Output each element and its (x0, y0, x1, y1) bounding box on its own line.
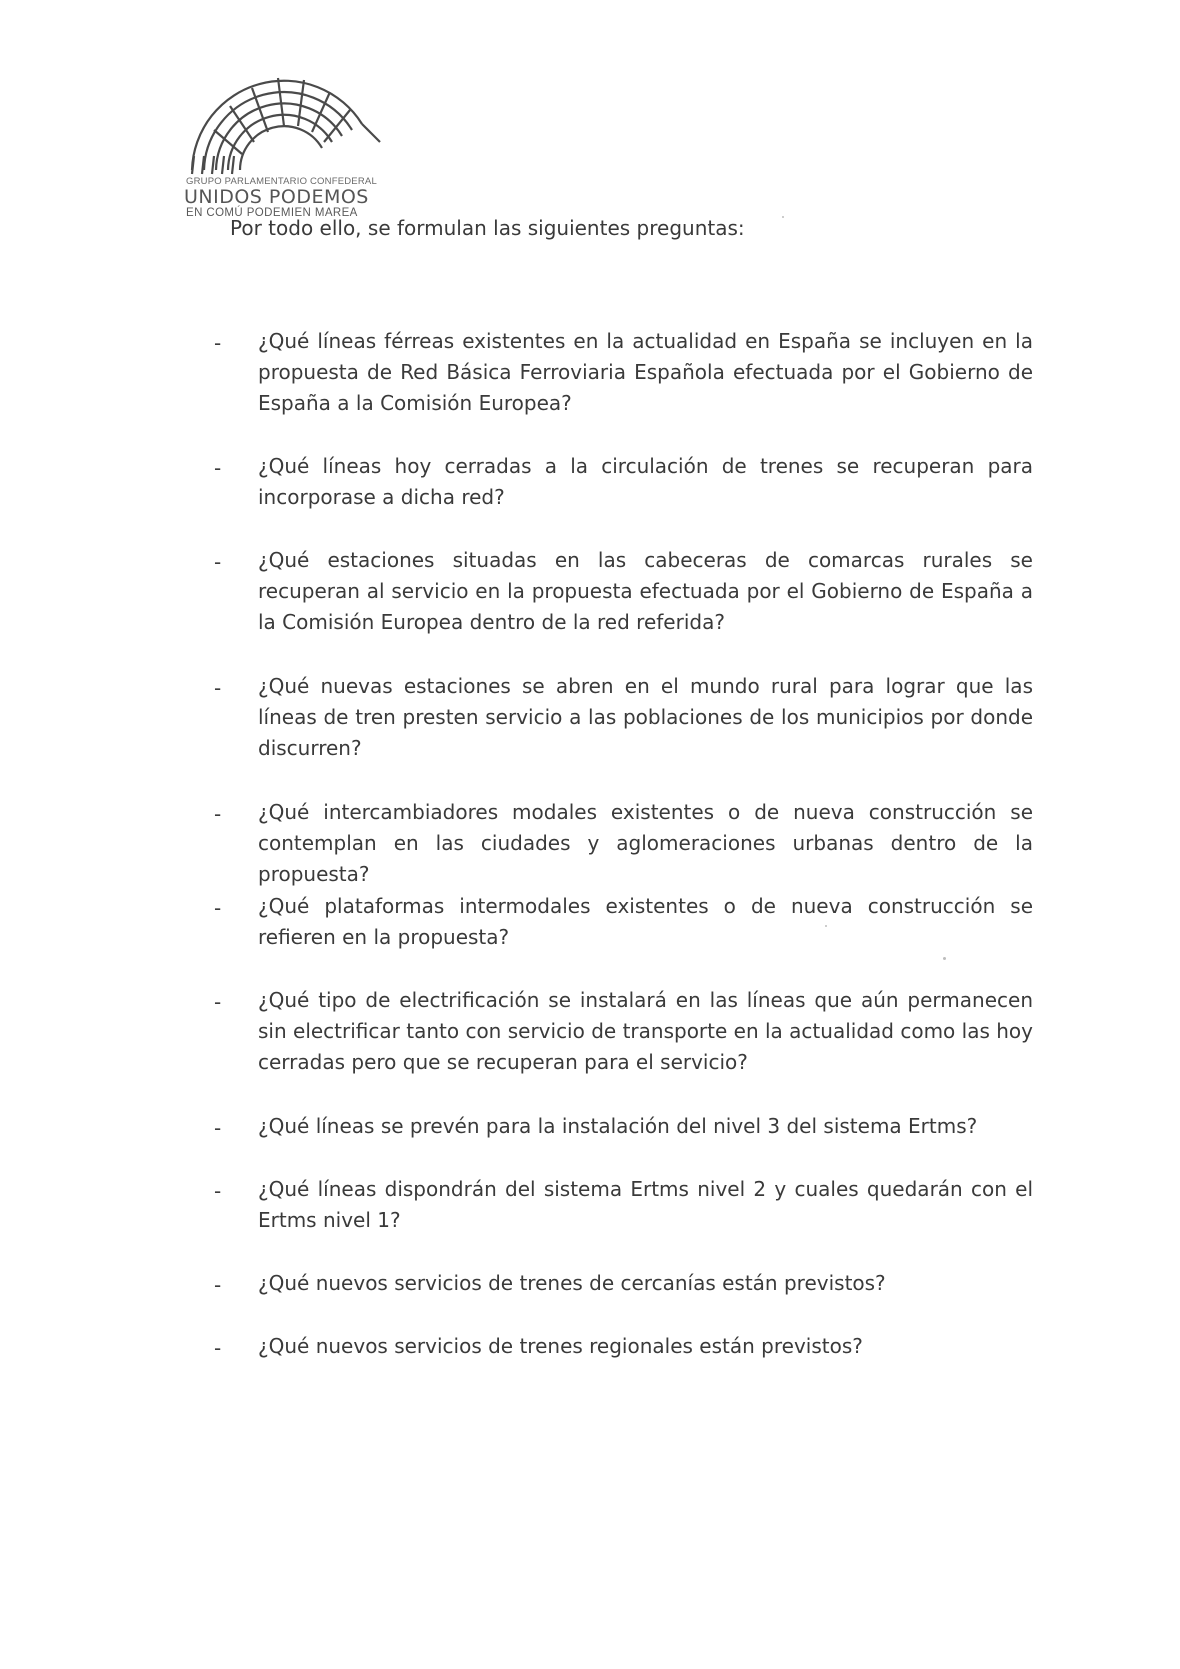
bullet-dash: - (214, 456, 222, 480)
question-item: ¿Qué nuevas estaciones se abren en el mundo rural para lograr que las líneas de tren presten servicio a las poblaciones de los municipios por donde discurren? (258, 674, 1033, 760)
question-item: ¿Qué estaciones situadas en las cabeceras de comarcas rurales se recuperan al servicio en la propuesta efectuada por el Gobierno de España a la Comisión Europea dentro de la red referida? (258, 548, 1033, 634)
question-item: ¿Qué plataformas intermodales existentes o de nueva construcción se refieren en la propuesta? (258, 894, 1033, 949)
bullet-dash: - (214, 331, 222, 355)
bullet-dash: - (214, 896, 222, 920)
logo-caption-group: GRUPO PARLAMENTARIO CONFEDERAL (186, 176, 377, 187)
logo-subtitle: EN COMÚ PODEMIEN MAREA (186, 207, 358, 219)
question-item: ¿Qué nuevos servicios de trenes de cercanías están previstos? (258, 1271, 886, 1295)
question-item: ¿Qué líneas dispondrán del sistema Ertms nivel 2 y cuales quedarán con el Ertms nivel 1? (258, 1177, 1033, 1232)
group-logo (184, 68, 404, 218)
bullet-dash: - (214, 802, 222, 826)
question-item: ¿Qué líneas se prevén para la instalación del nivel 3 del sistema Ertms? (258, 1114, 978, 1138)
bullet-dash: - (214, 1116, 222, 1140)
bullet-dash: - (214, 676, 222, 700)
scan-speck (943, 957, 946, 960)
parliament-hemicycle-icon (184, 68, 384, 176)
scan-speck (825, 925, 827, 927)
bullet-dash: - (214, 550, 222, 574)
bullet-dash: - (214, 1336, 222, 1360)
bullet-dash: - (214, 990, 222, 1014)
question-item: ¿Qué líneas hoy cerradas a la circulación de trenes se recuperan para incorporase a dicha red? (258, 454, 1033, 509)
scan-speck (782, 216, 784, 218)
bullet-dash: - (214, 1273, 222, 1297)
question-item: ¿Qué líneas férreas existentes en la actualidad en España se incluyen en la propuesta de Red Básica Ferroviaria Española efectuada por el Gobierno de España a la Comisión Europea? (258, 329, 1033, 415)
bullet-dash: - (214, 1179, 222, 1203)
logo-title: UNIDOS PODEMOS (184, 186, 369, 208)
question-item: ¿Qué intercambiadores modales existentes o de nueva construcción se contemplan en las ciudades y aglomeraciones urbanas dentro de la propuesta? (258, 800, 1033, 886)
question-item: ¿Qué nuevos servicios de trenes regionales están previstos? (258, 1334, 863, 1358)
question-item: ¿Qué tipo de electrificación se instalará en las líneas que aún permanecen sin electrificar tanto con servicio de transporte en la actualidad como las hoy cerradas pero que se recuperan para el servicio? (258, 988, 1033, 1074)
intro-text: Por todo ello, se formulan las siguientes preguntas: (230, 216, 745, 240)
